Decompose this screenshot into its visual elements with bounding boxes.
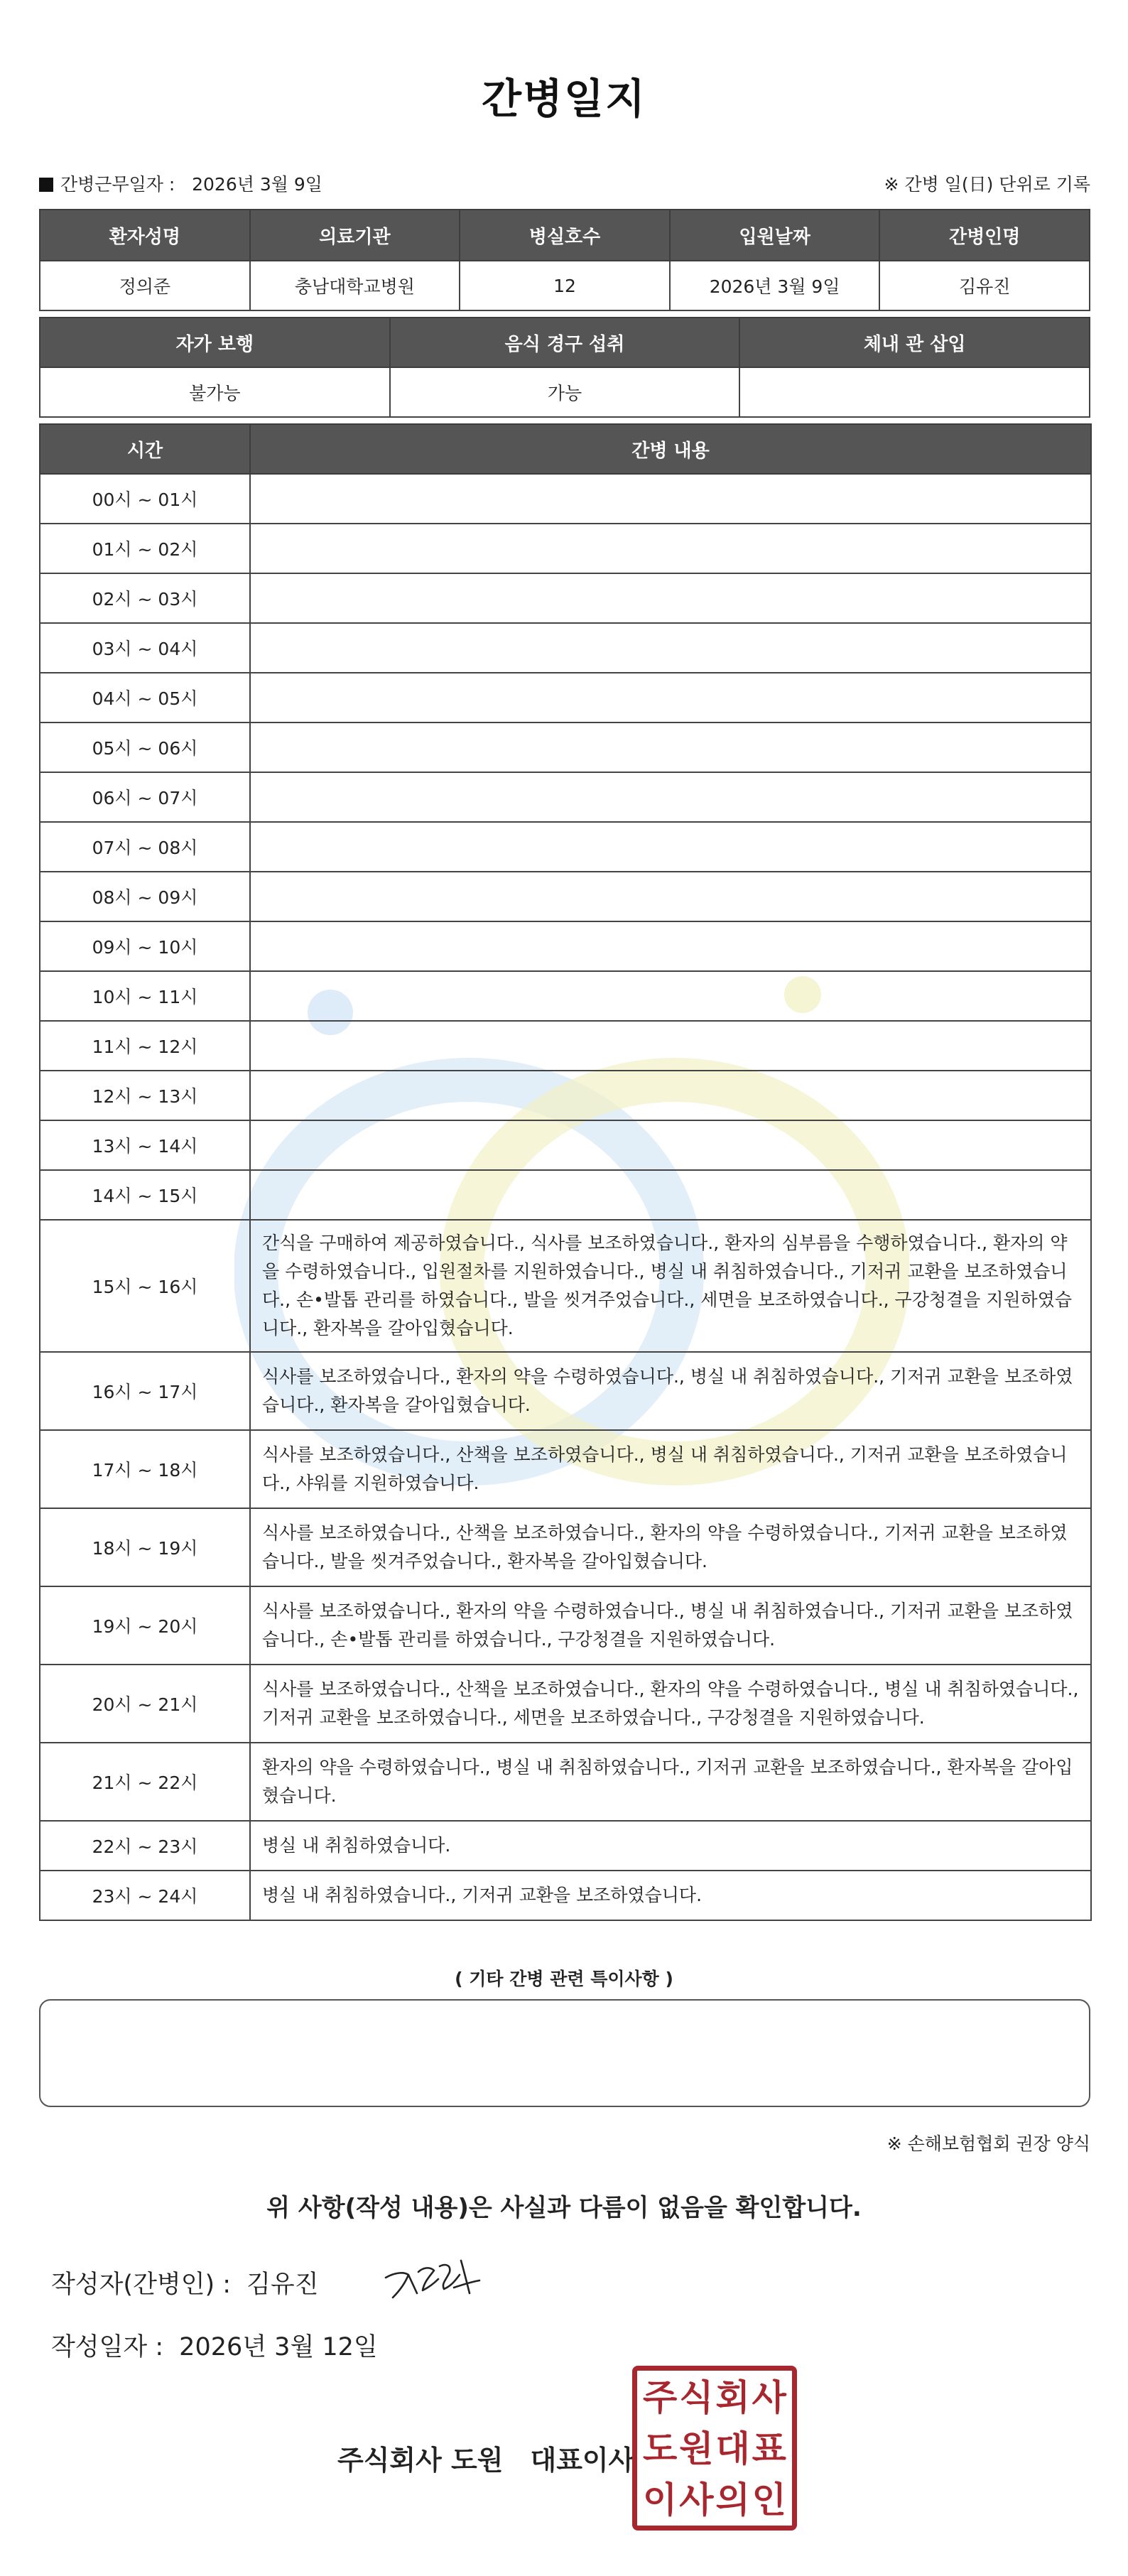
room-number: 12	[460, 261, 670, 310]
log-time: 15시 ~ 16시	[40, 1220, 250, 1352]
log-content	[250, 772, 1091, 822]
tube-insertion	[739, 367, 1090, 417]
written-date-line	[51, 2327, 378, 2363]
confirmation-statement: 위 사항(작성 내용)은 사실과 다름이 없음을 확인합니다.	[266, 2194, 862, 2222]
log-row	[40, 1220, 1091, 1352]
self-walking: 불가능	[40, 367, 390, 417]
work-date-label: 간병근무일자 :	[60, 174, 175, 195]
remarks-title: ( 기타 간병 관련 특이사항 )	[455, 1969, 673, 1989]
log-row	[40, 1352, 1091, 1430]
log-row	[40, 1021, 1091, 1071]
log-row	[40, 1508, 1091, 1586]
log-row	[40, 623, 1091, 673]
log-time: 19시 ~ 20시	[40, 1586, 250, 1665]
log-content	[250, 673, 1091, 723]
log-time: 09시 ~ 10시	[40, 921, 250, 971]
log-content	[250, 872, 1091, 921]
log-content	[250, 822, 1091, 872]
log-content	[250, 723, 1091, 772]
meta-row	[39, 171, 1090, 199]
admission-date: 2026년 3월 9일	[670, 261, 880, 310]
log-row	[40, 772, 1091, 822]
log-content: 식사를 보조하였습니다., 환자의 약을 수령하였습니다., 병실 내 취침하였습니다., 기저귀 교환을 보조하였습니다., 환자복을 갈아입혔습니다.	[250, 1352, 1091, 1430]
log-content	[250, 971, 1091, 1021]
patient-status-table	[39, 317, 1090, 418]
log-content	[250, 1170, 1091, 1220]
log-row	[40, 822, 1091, 872]
log-row	[40, 1430, 1091, 1508]
log-row	[40, 573, 1091, 623]
header-care-content: 간병 내용	[250, 424, 1091, 474]
log-row	[40, 1665, 1091, 1743]
header-room-number: 병실호수	[460, 210, 670, 261]
header-self-walking: 자가 보행	[40, 318, 390, 367]
log-row	[40, 1170, 1091, 1220]
log-time: 23시 ~ 24시	[40, 1871, 250, 1920]
log-row	[40, 1120, 1091, 1170]
work-date	[39, 171, 322, 196]
hospital: 충남대학교병원	[250, 261, 460, 310]
square-bullet-icon	[39, 178, 53, 192]
log-content	[250, 524, 1091, 573]
log-time: 07시 ~ 08시	[40, 822, 250, 872]
log-content	[250, 474, 1091, 524]
company-seal: 주 식 회 사 도 원 대 표 이 사 의 인	[632, 2366, 797, 2531]
work-date-value: 2026년 3월 9일	[192, 174, 322, 195]
patient-info-table	[39, 209, 1090, 311]
log-time: 05시 ~ 06시	[40, 723, 250, 772]
log-content	[250, 921, 1091, 971]
company-name: 주식회사 도원	[337, 2445, 504, 2476]
caregiver-name: 김유진	[879, 261, 1090, 310]
log-time: 20시 ~ 21시	[40, 1665, 250, 1743]
header-patient-name: 환자성명	[40, 210, 250, 261]
header-tube-insertion: 체내 관 삽입	[739, 318, 1090, 367]
log-row	[40, 1871, 1091, 1920]
log-time: 16시 ~ 17시	[40, 1352, 250, 1430]
header-oral-intake: 음식 경구 섭취	[390, 318, 740, 367]
log-content	[250, 1071, 1091, 1120]
log-time: 08시 ~ 09시	[40, 872, 250, 921]
log-content	[250, 1021, 1091, 1071]
log-time: 17시 ~ 18시	[40, 1430, 250, 1508]
log-row	[40, 1821, 1091, 1871]
log-row	[40, 1071, 1091, 1120]
log-row	[40, 723, 1091, 772]
log-time: 18시 ~ 19시	[40, 1508, 250, 1586]
log-row	[40, 673, 1091, 723]
log-time: 13시 ~ 14시	[40, 1120, 250, 1170]
header-hospital: 의료기관	[250, 210, 460, 261]
writer-line	[51, 2265, 319, 2300]
log-row	[40, 921, 1091, 971]
header-caregiver-name: 간병인명	[879, 210, 1090, 261]
page-title: 간병일지	[481, 75, 647, 123]
log-time: 00시 ~ 01시	[40, 474, 250, 524]
company-line	[337, 2438, 634, 2477]
log-row	[40, 474, 1091, 524]
log-time: 10시 ~ 11시	[40, 971, 250, 1021]
log-content: 식사를 보조하였습니다., 산책을 보조하였습니다., 환자의 약을 수령하였습니다., 기저귀 교환을 보조하였습니다., 발을 씻겨주었습니다., 환자복을 갈아입혔습니다.	[250, 1508, 1091, 1586]
log-time: 01시 ~ 02시	[40, 524, 250, 573]
remarks-box	[39, 1999, 1090, 2107]
log-time: 14시 ~ 15시	[40, 1170, 250, 1220]
log-content: 식사를 보조하였습니다., 환자의 약을 수령하였습니다., 병실 내 취침하였습니다., 기저귀 교환을 보조하였습니다., 손•발톱 관리를 하였습니다., 구강청결을 지원하였습니다.	[250, 1586, 1091, 1665]
log-time: 12시 ~ 13시	[40, 1071, 250, 1120]
log-row	[40, 971, 1091, 1021]
log-content: 식사를 보조하였습니다., 산책을 보조하였습니다., 병실 내 취침하였습니다., 기저귀 교환을 보조하였습니다., 샤워를 지원하였습니다.	[250, 1430, 1091, 1508]
log-content: 식사를 보조하였습니다., 산책을 보조하였습니다., 환자의 약을 수령하였습니다., 병실 내 취침하였습니다., 기저귀 교환을 보조하였습니다., 세면을 보조하였습니다., 구강청결을 지원하였습니다.	[250, 1665, 1091, 1743]
log-content: 환자의 약을 수령하였습니다., 병실 내 취침하였습니다., 기저귀 교환을 보조하였습니다., 환자복을 갈아입혔습니다.	[250, 1743, 1091, 1821]
log-row	[40, 1743, 1091, 1821]
writer-label: 작성자(간병인) :	[51, 2271, 232, 2299]
care-log-table	[39, 423, 1092, 1921]
log-time: 21시 ~ 22시	[40, 1743, 250, 1821]
log-content	[250, 1120, 1091, 1170]
signature-image	[380, 2251, 483, 2304]
log-time: 06시 ~ 07시	[40, 772, 250, 822]
unit-note: ※ 간병 일(日) 단위로 기록	[884, 174, 1090, 195]
header-time: 시간	[40, 424, 250, 474]
header-admission-date: 입원날짜	[670, 210, 880, 261]
log-time: 04시 ~ 05시	[40, 673, 250, 723]
writer-name: 김유진	[246, 2271, 319, 2299]
log-time: 03시 ~ 04시	[40, 623, 250, 673]
log-content	[250, 623, 1091, 673]
log-content: 병실 내 취침하였습니다.	[250, 1821, 1091, 1871]
patient-name: 정의준	[40, 261, 250, 310]
written-date: 2026년 3월 12일	[179, 2333, 378, 2361]
log-content: 병실 내 취침하였습니다., 기저귀 교환을 보조하였습니다.	[250, 1871, 1091, 1920]
log-content	[250, 573, 1091, 623]
written-date-label: 작성일자 :	[51, 2333, 164, 2361]
log-time: 22시 ~ 23시	[40, 1821, 250, 1871]
log-row	[40, 524, 1091, 573]
log-content: 간식을 구매하여 제공하였습니다., 식사를 보조하였습니다., 환자의 심부름을 수행하였습니다., 환자의 약을 수령하였습니다., 입원절차를 지원하였습니다., 병실 내 취침하였습니다., 기저귀 교환을 보조하였습니다., 손•발톱 관리를 하였습니다., 발을 씻겨주었습니다., 세면을 보조하였습니다., 구강청결을 지원하였습니다., 환자복을 갈아입혔습니다.	[250, 1220, 1091, 1352]
insurer-note: ※ 손해보험협회 권장 양식	[886, 2133, 1090, 2154]
log-time: 02시 ~ 03시	[40, 573, 250, 623]
log-row	[40, 1586, 1091, 1665]
company-representative-title: 대표이사	[530, 2445, 635, 2476]
oral-intake: 가능	[390, 367, 740, 417]
log-row	[40, 872, 1091, 921]
log-time: 11시 ~ 12시	[40, 1021, 250, 1071]
